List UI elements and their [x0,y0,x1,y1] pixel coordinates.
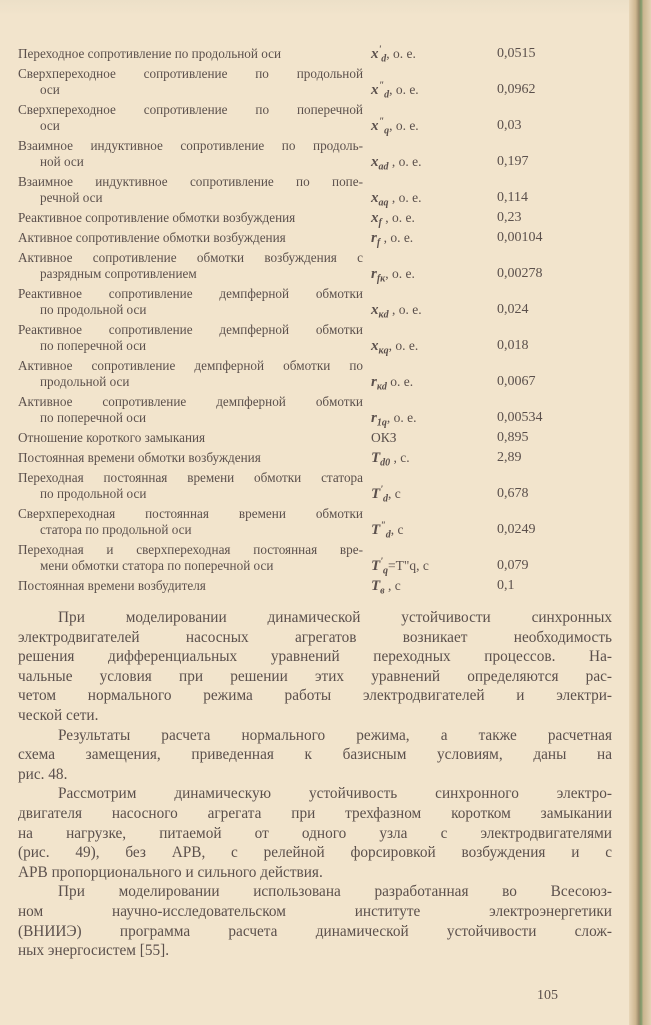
symbol-base: x [371,82,379,98]
paragraph [18,784,612,882]
parameter-symbol [363,116,489,137]
parameter-name-line: Отношение короткого замыкания [18,430,206,445]
parameter-symbol [363,430,489,446]
symbol-sup: " [378,116,385,128]
text-line: ном научно-исследовательском институте электроэнергетики [18,902,612,920]
symbol-base: x [371,302,379,318]
table-row [18,250,598,285]
table-row [18,470,598,505]
parameter-name [18,450,363,466]
parameter-name [18,102,363,134]
symbol-unit: , с [387,486,401,501]
symbol-sub: fк [376,273,386,285]
table-row [18,230,598,249]
symbol-unit: , о. е. [388,302,422,317]
text-line: При моделировании использована разработанная во Всесоюз- [58,883,612,901]
parameter-symbol [363,556,489,577]
parameter-name [18,138,363,170]
parameter-name [18,66,363,98]
table-row [18,358,598,393]
symbol-sub: кq [378,345,389,357]
parameter-value: 0,0067 [497,374,536,389]
table-row [18,138,598,173]
symbol-unit: , с [384,578,401,593]
parameter-table [18,44,598,597]
symbol-base: r [371,374,377,390]
symbol-unit: , о. е. [389,82,419,97]
symbol-sub: 1q [376,417,387,429]
parameter-name-line: Реактивное сопротивление обмотки возбуждения [18,210,296,225]
symbol-unit: , о. е. [389,118,419,133]
symbol-sub: f [376,237,381,249]
table-row [18,394,598,429]
table-row [18,578,598,597]
symbol-sub: q [382,565,388,577]
symbol-base: x [371,154,379,170]
symbol-sub: кd [378,309,389,321]
parameter-name [18,470,363,502]
symbol-sup: ' [380,484,383,496]
symbol-unit: ОКЗ [371,430,397,445]
parameter-name-line: статора по продольной оси [40,522,192,537]
text-line: ных энергосистем [55]. [18,942,170,960]
book-spine-edge [629,0,651,1025]
parameter-name-line: Переходное сопротивление по продольной оси [18,46,282,61]
parameter-symbol [363,302,489,321]
parameter-value: 0,024 [497,302,529,317]
symbol-sub: d [381,53,387,65]
parameter-name [18,542,363,574]
table-row [18,44,598,65]
parameter-name-line: Реактивное сопротивление демпферной обмотки [18,322,363,337]
symbol-unit: , с [390,522,404,537]
parameter-value: 0,00534 [497,410,543,425]
text-line: АРВ пропорционального и сильного действия. [18,863,323,881]
parameter-name [18,286,363,318]
text-line: При моделировании динамической устойчивости синхронных [58,609,612,626]
parameter-symbol [363,190,489,209]
parameter-name-line: по поперечной оси [40,338,147,353]
parameter-name-line: по продольной оси [40,302,147,317]
text-line: четом нормального режима работы электродвигателей и электри- [18,687,612,705]
parameter-name-line: оси [40,82,60,97]
parameter-value: 0,00278 [497,266,543,281]
parameter-name [18,210,363,226]
table-row [18,66,598,101]
parameter-name-line: Переходная и сверхпереходная постоянная вре- [18,542,363,557]
symbol-sup: " [380,520,386,532]
text-line: электродвигателей насосных агрегатов возникает необходимость [18,628,612,646]
text-line: двигателя насосного агрегата при трехфазном коротком замыкании [18,804,612,822]
table-row [18,506,598,541]
page-number: 105 [537,987,558,1003]
parameter-value: 0,895 [497,430,529,445]
symbol-base: T [371,578,381,594]
parameter-symbol [363,44,489,65]
parameter-value: 0,018 [497,338,529,353]
parameter-name-line: Реактивное сопротивление демпферной обмотки [18,286,363,301]
symbol-unit: , о. е. [388,190,422,205]
symbol-base: x [371,210,379,226]
table-row [18,430,598,446]
parameter-name [18,174,363,206]
text-line: чальные условия при решении этих уравнений определяются рас- [18,667,612,685]
parameter-name-line: по продольной оси [40,486,147,501]
symbol-unit: , о. е. [386,410,417,425]
text-line: (рис. 49), без АРВ, с релейной форсировкой возбуждения и с [18,844,612,862]
parameter-value: 0,197 [497,154,529,169]
parameter-name-line: по поперечной оси [40,410,147,425]
text-line: Результаты расчета нормального режима, а также расчетная [58,726,612,744]
symbol-base: r [371,266,377,282]
paragraph [18,726,612,785]
table-row [18,102,598,137]
table-row [18,322,598,357]
parameter-symbol [363,210,489,229]
symbol-base: x [371,338,379,354]
symbol-base: x [371,46,379,62]
parameter-name [18,430,363,446]
paragraph [18,882,612,960]
symbol-sup: ' [380,556,383,568]
symbol-sub: ad [378,161,389,173]
parameter-symbol [363,484,489,505]
symbol-unit: , о. е. [386,46,416,61]
text-line: Рассмотрим динамическую устойчивость синхронного электро- [58,785,612,803]
text-line: на нагрузке, питаемой от одного узла с электродвигателями [18,824,612,842]
table-row [18,174,598,209]
symbol-sub: d [382,493,388,505]
parameter-value: 2,89 [497,450,522,465]
parameter-symbol [363,266,489,285]
symbol-unit: , о. е. [388,154,422,169]
symbol-sub: d [385,529,391,541]
symbol-base: T [371,486,381,502]
symbol-base: x [371,190,379,206]
symbol-base: r [371,230,377,246]
parameter-name-line: Сверхпереходное сопротивление по поперечной [18,102,363,117]
symbol-base: T [371,558,381,574]
parameter-name-line: Переходная постоянная времени обмотки статора [18,470,363,485]
table-row [18,210,598,229]
parameter-name [18,394,363,426]
parameter-name [18,322,363,354]
symbol-unit: , с. [390,450,410,465]
parameter-symbol [363,154,489,173]
symbol-sup: " [378,80,385,92]
parameter-symbol [363,410,489,429]
parameter-value: 0,00104 [497,230,543,245]
symbol-unit: , о. е. [388,338,419,353]
parameter-symbol [363,374,489,393]
parameter-value: 0,1 [497,578,515,593]
parameter-name-line: мени обмотки статора по поперечной оси [40,558,274,573]
parameter-name-line: Активное сопротивление обмотки возбуждения [18,230,286,245]
symbol-sub: кd [376,381,387,393]
parameter-value: 0,0249 [497,522,536,537]
symbol-base: r [371,410,377,426]
parameter-symbol [363,80,489,101]
parameter-name-line: Активное сопротивление демпферной обмотки по [18,358,363,373]
parameter-name-line: Сверхпереходная постоянная времени обмотки [18,506,363,521]
text-line: рис. 48. [18,765,68,783]
parameter-name [18,230,363,246]
symbol-sup: ' [378,44,382,56]
symbol-unit: =T"q, с [387,558,429,573]
parameter-symbol [363,578,489,597]
parameter-name-line: Активное сопротивление демпферной обмотки [18,394,363,409]
parameter-name-line: Сверхпереходное сопротивление по продольной [18,66,363,81]
text-line: (ВНИИЭ) программа расчета динамической устойчивости слож- [18,922,612,940]
parameter-name [18,250,363,282]
parameter-value: 0,079 [497,558,529,573]
parameter-name-line: Взаимное индуктивное сопротивление по продоль- [18,138,363,153]
symbol-sub: f [378,217,382,229]
symbol-sub: d0 [380,457,391,469]
table-row [18,450,598,469]
table-row [18,286,598,321]
parameter-value: 0,23 [497,210,522,225]
parameter-symbol [363,450,489,469]
symbol-sub: в [380,585,385,597]
symbol-sub: q [384,125,390,137]
parameter-name [18,358,363,390]
symbol-sub: d [384,89,390,101]
text-line: схема замещения, приведенная к базисным условиям, даны на [18,746,612,764]
parameter-value: 0,0515 [497,46,536,61]
body-text [18,608,612,961]
symbol-unit: , о. е. [380,230,414,245]
parameter-name-line: Постоянная времени возбудителя [18,578,206,593]
parameter-name [18,46,363,62]
symbol-unit: , о. е. [385,266,415,281]
text-line: ческой сети. [18,706,99,724]
parameter-value: 0,0962 [497,82,536,97]
symbol-unit: , о. е. [381,210,415,225]
symbol-base: T [371,450,381,466]
symbol-base: T [371,522,381,538]
parameter-symbol [363,230,489,249]
table-row [18,542,598,577]
parameter-name [18,506,363,538]
paragraph [18,608,612,726]
text-line: решения дифференциальных уравнений переходных процессов. На- [18,648,612,666]
symbol-sub: aq [378,197,389,209]
parameter-name-line: речной оси [40,190,103,205]
parameter-name-line: оси [40,118,60,133]
parameter-name-line: Взаимное индуктивное сопротивление по попе- [18,174,363,189]
parameter-name-line: продольной оси [40,374,130,389]
symbol-unit: о. е. [386,374,414,389]
parameter-symbol [363,520,489,541]
parameter-value: 0,114 [497,190,528,205]
parameter-value: 0,03 [497,118,522,133]
parameter-name-line: разрядным сопротивлением [40,266,197,281]
parameter-symbol [363,338,489,357]
parameter-name-line: ной оси [40,154,84,169]
parameter-name [18,578,363,594]
symbol-base: x [371,118,379,134]
parameter-value: 0,678 [497,486,529,501]
parameter-name-line: Постоянная времени обмотки возбуждения [18,450,261,465]
parameter-name-line: Активное сопротивление обмотки возбуждения с [18,250,363,265]
